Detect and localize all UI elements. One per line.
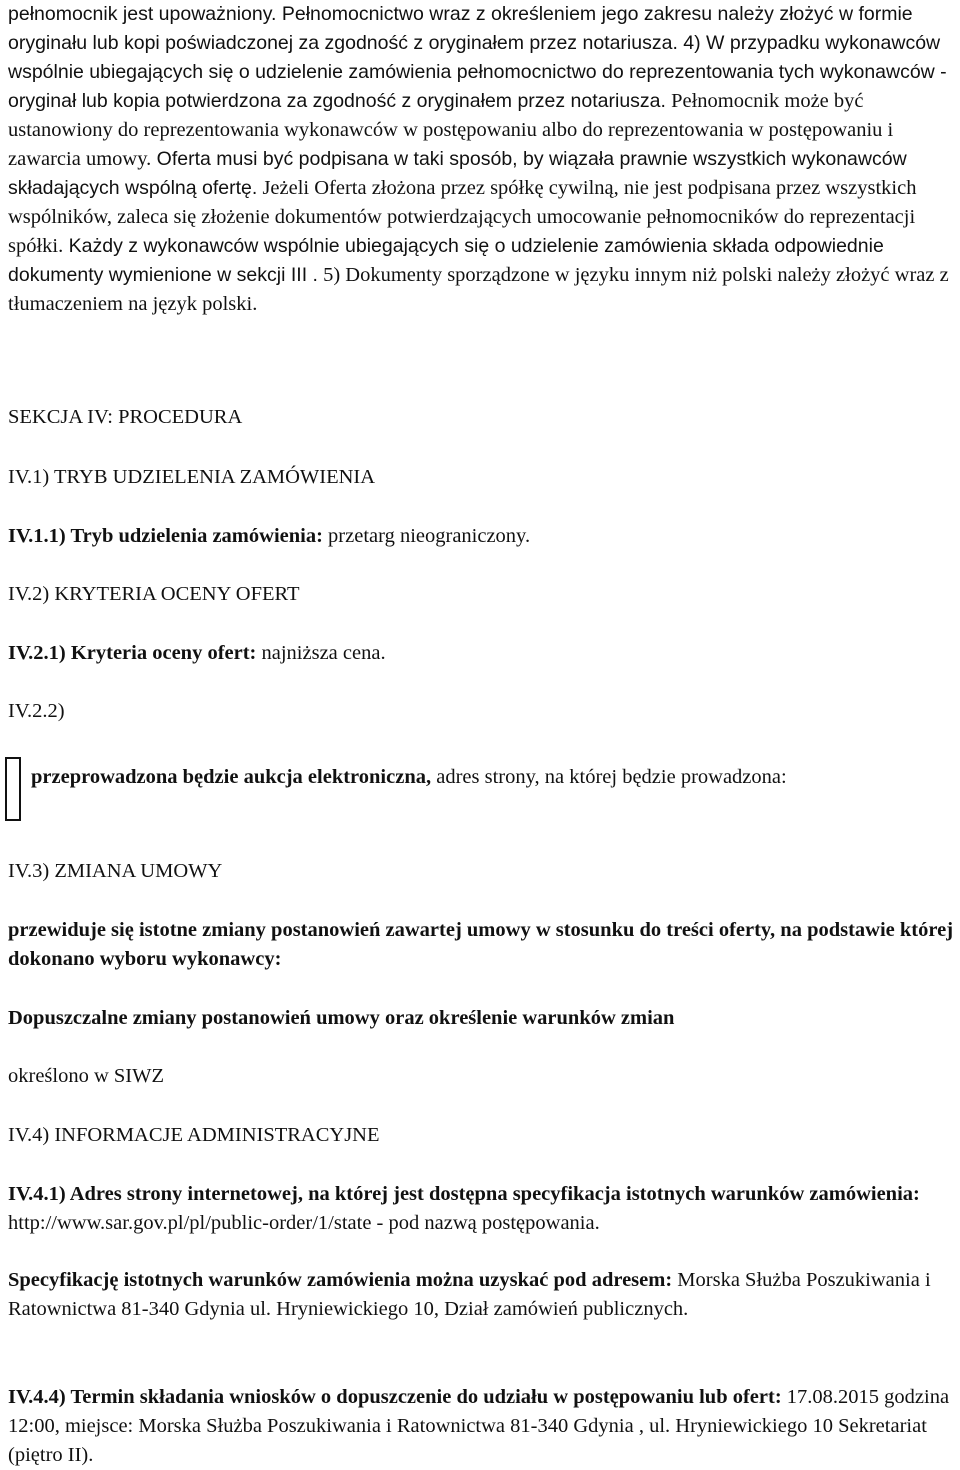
iv3-sub [8, 1004, 954, 1033]
intro-text-e: Każdy z wykonawców wspólnie ubiegających się o udzielenie zamówienia składa odpowiednie dokumenty wymienione w sekcji III . [8, 235, 884, 286]
siwz-row [8, 1266, 954, 1324]
iv11-label: IV.1.1) Tryb udzielenia zamówienia: [8, 525, 323, 547]
iv4-heading: IV.4) INFORMACJE ADMINISTRACYJNE [8, 1124, 380, 1146]
siwz-label: Specyfikację istotnych warunków zamówienia można uzyskać pod adresem: [8, 1269, 673, 1291]
iv3-heading: IV.3) ZMIANA UMOWY [8, 860, 223, 882]
iv11-row [8, 522, 954, 551]
intro-text-b: Pełnomocnik może być ustanowiony do reprezentowania wykonawców w postępowaniu albo do reprezentowania w postępowaniu i zawarcia umowy. [8, 90, 894, 170]
intro-text-c: Oferta musi być podpisana w taki sposób, by wiązała prawnie wszystkich wykonawców składających wspólną ofertę. [8, 148, 907, 199]
iv3-value: określono w SIWZ [8, 1065, 165, 1087]
iv2-heading: IV.2) KRYTERIA OCENY OFERT [8, 583, 300, 605]
iv21-value: najniższa cena. [256, 642, 386, 664]
siwz-value: Morska Służba Poszukiwania i Ratownictwa 81-340 Gdynia ul. Hryniewickiego 10, Dział zamówień publicznych. [8, 1269, 931, 1320]
iv3-text-bold: przewiduje się istotne zmiany postanowień zawartej umowy w stosunku do treści oferty, na podstawie której dokonano wyboru wykonawcy: [8, 919, 954, 970]
iv44-label: IV.4.4) Termin składania wniosków o dopuszczenie do udziału w postępowaniu lub ofert: [8, 1386, 782, 1408]
iv41-value: http://www.sar.gov.pl/pl/public-order/1/state - pod nazwą postępowania. [8, 1212, 600, 1234]
auction-checkbox[interactable] [5, 757, 21, 821]
iv11-value: przetarg nieograniczony. [322, 525, 531, 547]
iv22-label: IV.2.2) [8, 700, 65, 722]
intro-text-a: pełnomocnik jest upoważniony. Pełnomocnictwo wraz z określeniem jego zakresu należy złożyć w formie oryginału lub kopi poświadczonej za zgodność z oryginałem przez notariusza. 4) W przypadku wykonawców wspólnie ubiegających się o udzielenie zamówienia pełnomocnictwo do reprezentowania tych wykonawców -oryginał lub kopia potwierdzona za zgodność z oryginałem przez notariusza. [8, 3, 947, 112]
auction-row [5, 751, 954, 792]
iv41-row [8, 1180, 954, 1238]
auction-value: adres strony, na której będzie prowadzona: [431, 766, 787, 788]
auction-text [31, 763, 954, 792]
iv3-sub-bold: Dopuszczalne zmiany postanowień umowy oraz określenie warunków zmian [8, 1007, 675, 1029]
intro-paragraph [8, 0, 954, 319]
auction-label: przeprowadzona będzie aukcja elektroniczna, [31, 766, 432, 788]
iv41-label: IV.4.1) Adres strony internetowej, na której jest dostępna specyfikacja istotnych warunków zamówienia: [8, 1183, 920, 1205]
intro-text-d: Jeżeli Oferta złożona przez spółkę cywilną, nie jest podpisana przez wszystkich wspólników, zaleca się złożenie dokumentów potwierdzających umocowanie pełnomocników do reprezentacji spółki. [8, 177, 917, 257]
iv3-text [8, 916, 954, 974]
iv21-row [8, 639, 954, 668]
iv1-heading: IV.1) TRYB UDZIELENIA ZAMÓWIENIA [8, 466, 376, 488]
intro-text-f: 5) Dokumenty sporządzone w języku innym niż polski należy złożyć wraz z tłumaczeniem na język polski. [8, 264, 949, 315]
section-title: SEKCJA IV: PROCEDURA [8, 406, 243, 428]
iv44-value: 17.08.2015 godzina 12:00, miejsce: Morska Służba Poszukiwania i Ratownictwa 81-340 Gdynia , ul. Hryniewickiego 10 Sekretariat (piętro II). [8, 1386, 950, 1466]
iv21-label: IV.2.1) Kryteria oceny ofert: [8, 642, 257, 664]
iv44-row [8, 1383, 954, 1470]
